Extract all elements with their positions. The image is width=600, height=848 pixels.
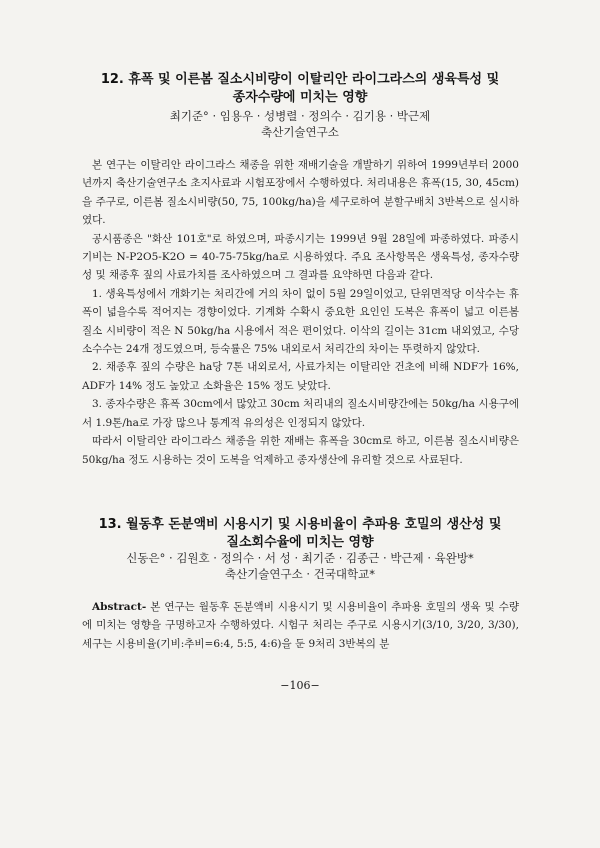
article-12-paragraph-4: 2. 채종후 짚의 수량은 ha당 7톤 내외로서, 사료가치는 이탈리안 건초에 비해 NDF가 16%, ADF가 14% 정도 높았고 소화율은 15% 정도 낮았다. [82, 361, 519, 392]
article-12-title-line1: 12. 휴폭 및 이른봄 질소시비량이 이탈리안 라이그라스의 생육특성 및 [100, 72, 500, 87]
article-12-title-line2: 종자수량에 미치는 영향 [232, 90, 368, 105]
article-13-abstract [82, 598, 519, 653]
article-13-authors: 신동은° · 김원호 · 정의수 · 서 성 · 최기준 · 김종근 · 박근제 · 육완방* [126, 551, 474, 565]
article-13-title-line1: 13. 월동후 돈분액비 시용시기 및 시용비율이 추파용 호밀의 생산성 및 [98, 517, 502, 532]
article-12-affiliation: 축산기술연구소 [261, 125, 339, 139]
abstract-label: Abstract- [92, 601, 147, 613]
article-12-body [82, 156, 519, 469]
article-13-affiliation: 축산기술연구소 · 건국대학교* [224, 567, 376, 581]
article-12-paragraph-1: 본 연구는 이탈리안 라이그라스 채종을 위한 재배기술을 개발하기 위하여 1999년부터 2000년까지 축산기술연구소 초지사료과 시험포장에서 수행하였다. 처리내용은 휴폭(15, 30, 45cm)을 주구로, 이른봄 질소시비량(50, 75, 100kg/ha)을 세구로하여 분할구배치 3반복으로 실시하였다. [82, 159, 519, 227]
article-12-paragraph-3: 1. 생육특성에서 개화기는 처리간에 거의 차이 없이 5월 29일이었고, 단위면적당 이삭수는 휴폭이 넓을수록 적어지는 경향이었다. 기계화 수확시 중요한 요인인 도복은 휴폭이 넓고 이른봄 질소 시비량이 적은 N 50kg/ha 시용에서 적은 편이었다. 이삭의 길이는 31cm 내외였고, 수당 소수수는 24개 정도였으며, 등숙률은 75% 내외로서 처리간의 차이는 뚜렷하지 않았다. [82, 287, 519, 356]
abstract-text: 본 연구는 월동후 돈분액비 시용시기 및 시용비율이 추파용 호밀의 생육 및 수량에 미치는 영향을 구명하고자 수행하였다. 시험구 처리는 주구로 시용시기(3/10, 3/20, 3/30), 세구는 시용비율(기비:추비=6:4, 5:5, 4:6)을 둔 9처리 3반복의 분 [82, 601, 519, 650]
article-13-title-line2: 질소회수율에 미치는 영향 [226, 535, 374, 550]
article-13-title [60, 516, 540, 552]
page-number: −106− [280, 679, 320, 692]
article-13-abstract-paragraph [82, 598, 519, 653]
article-12-paragraph-2: 공시품종은 "화산 101호"로 하였으며, 파종시기는 1999년 9월 28일에 파종하였다. 파종시 기비는 N-P2O5-K2O = 40-75-75kg/ha로 시용하였다. 주요 조사항목은 생육특성, 종자수량성 및 채종후 짚의 사료가치를 조사하였으며 그 결과를 요약하면 다음과 같다. [82, 232, 519, 282]
article-12-paragraph-5: 3. 종자수량은 휴폭 30cm에서 많았고 30cm 처리내의 질소시비량간에는 50kg/ha 시용구에서 1.9톤/ha로 가장 많으나 통계적 유의성은 인정되지 않았다. [82, 398, 519, 429]
article-12-authors: 최기준° · 임용우 · 성병렬 · 정의수 · 김기용 · 박근제 [169, 109, 431, 123]
article-12-paragraph-6: 따라서 이탈리안 라이그라스 채종을 위한 재배는 휴폭을 30cm로 하고, 이른봄 질소시비량은 50kg/ha 정도 시용하는 것이 도복을 억제하고 종자생산에 유리할 것으로 사료된다. [82, 435, 519, 466]
article-12-title [60, 71, 540, 107]
